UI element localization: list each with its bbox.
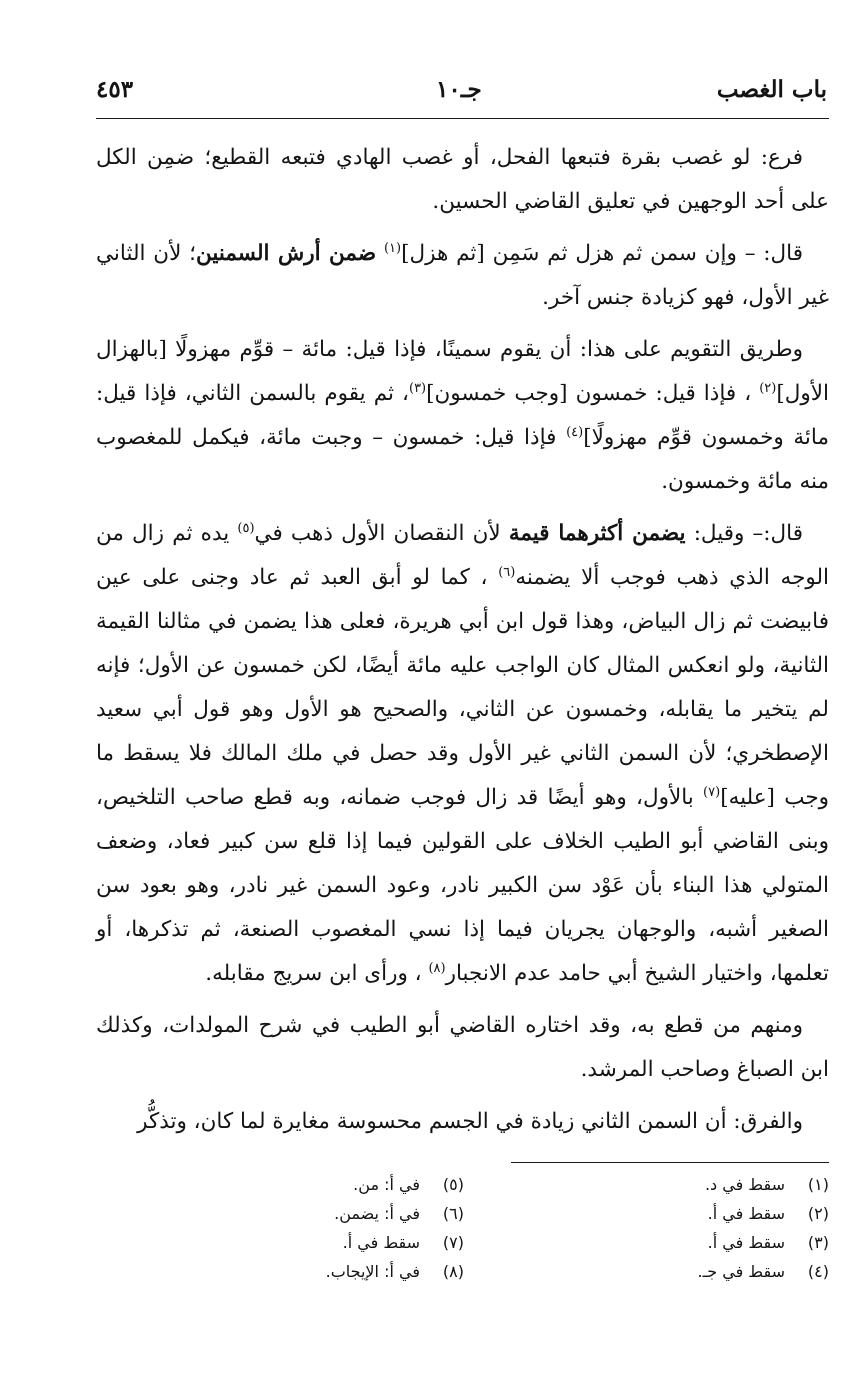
chapter-title: باب الغصب [716, 76, 827, 103]
paragraph [96, 512, 829, 996]
paragraph [96, 1004, 829, 1092]
bold-phrase: يضمن أكثرهما قيمة [508, 521, 686, 546]
text-run: وطريق التقويم على هذا: أن يقوم سمينًا، فإذا قيل: مائة – قوِّم مهزولًا [بالهزال الأول] [96, 337, 829, 406]
footnote-marker: (١) [383, 240, 402, 256]
main-text [96, 136, 829, 1152]
footnote-number: (٢) [807, 1204, 829, 1223]
paragraph [96, 1100, 829, 1144]
text-run: ومنهم من قطع به، وقد اختاره القاضي أبو الطيب في شرح المولدات، وكذلك ابن الصباغ وصاحب المرشد. [96, 1013, 829, 1082]
footnote-number: (٥) [442, 1175, 464, 1194]
text-run: ، فإذا قيل: خمسون [وجب خمسون] [426, 381, 760, 406]
bold-phrase: ضمن أرش السمنين [196, 241, 377, 266]
text-run: قال:– وقيل: [685, 521, 803, 546]
footnote-text: في أ: يضمن. [334, 1204, 420, 1223]
text-run: ، ثم يقوم بالسمن الثاني، فإذا قيل: مائة وخمسون قوِّم مهزولًا] [96, 381, 829, 450]
footnote-item [529, 1228, 829, 1257]
paragraph [96, 136, 829, 224]
footnote-column-left [164, 1170, 464, 1286]
footnote-marker: (٣) [408, 380, 427, 396]
footnote-item [164, 1257, 464, 1286]
footnote-number: (٣) [807, 1233, 829, 1252]
text-run: ، كما لو أبق العبد ثم عاد وجنى على عين فابيضت ثم زال البياض، وهذا قول ابن أبي هريرة، فعلى هذا يضمن في مثالنا القيمة الثانية، ولو انعكس المثال كان الواجب عليه مائة أيضًا، لكن خمسون عن الأول؛ فإنه لم يتخير ما يقابله، وخمسون عن الثاني، والصحيح هو الأول وهو قول أبي سعيد الإصطخري؛ لأن السمن الثاني غير الأول وقد حصل في ملك المالك فلا يسقط ما وجب [عليه] [96, 565, 829, 810]
text-run: يده ثم زال من الوجه الذي ذهب فوجب ألا يضمنه [96, 521, 829, 590]
footnote-number: (٦) [442, 1204, 464, 1223]
footnote-text: سقط في أ. [707, 1204, 785, 1223]
header-divider [96, 118, 829, 119]
footnote-number: (٨) [442, 1262, 464, 1281]
text-run: ؛ لأن الثاني غير الأول، فهو كزيادة جنس آخر. [96, 241, 829, 310]
footnote-text: في أ: الإيجاب. [325, 1262, 420, 1281]
footnote-item [164, 1228, 464, 1257]
text-run: فإذا قيل: خمسون – وجبت مائة، فيكمل للمغصوب منه مائة وخمسون. [96, 425, 829, 494]
footnote-item [164, 1170, 464, 1199]
footnote-item [529, 1257, 829, 1286]
footnote-text: سقط في جـ. [697, 1262, 785, 1281]
page-number: ٤٥٣ [96, 76, 134, 103]
footnote-item [164, 1199, 464, 1228]
footnote-text: سقط في د. [704, 1175, 785, 1194]
footnote-text: سقط في أ. [707, 1233, 785, 1252]
footnote-number: (٧) [442, 1233, 464, 1252]
volume-label: جـ١٠ [436, 76, 482, 103]
footnote-item [529, 1199, 829, 1228]
footnote-column-right [529, 1170, 829, 1286]
footnote-text: في أ: من. [353, 1175, 420, 1194]
footnote-marker: (٦) [498, 564, 516, 580]
paragraph [96, 232, 829, 320]
text-run: والفرق: أن السمن الثاني زيادة في الجسم محسوسة مغايرة لما كان، وتذكُّر [137, 1109, 803, 1134]
footnote-marker: (٢) [759, 380, 777, 396]
footnote-text: سقط في أ. [342, 1233, 420, 1252]
text-run: لأن النقصان الأول ذهب في [254, 521, 509, 546]
footnote-number: (٤) [807, 1262, 829, 1281]
text-run: فرع: لو غصب بقرة فتبعها الفحل، أو غصب الهادي فتبعه القطيع؛ ضمِن الكل على أحد الوجهين في تعليق القاضي الحسين. [96, 145, 829, 214]
footnote-divider [511, 1162, 829, 1163]
text-run: قال: – وإن سمن ثم هزل ثم سَمِن [ثم هزل] [401, 241, 804, 266]
paragraph [96, 328, 829, 504]
footnote-marker: (٧) [703, 784, 721, 800]
text-run: ، ورأى ابن سريج مقابله. [205, 961, 429, 986]
footnote-marker: (٥) [237, 520, 255, 536]
footnote-marker: (٤) [566, 424, 584, 440]
running-header [96, 76, 827, 116]
footnote-number: (١) [807, 1175, 829, 1194]
footnote-item [529, 1170, 829, 1199]
text-run: بالأول، وهو أيضًا قد زال فوجب ضمانه، وبه قطع صاحب التلخيص، وبنى القاضي أبو الطيب الخلاف على القولين فيما إذا قلع سن كبير فعاد، وضعف المتولي هذا البناء بأن عَوْد سن الكبير نادر، وعود السمن غير نادر، وهو بعود سن الصغير أشبه، والوجهان يجريان فيما إذا نسي المغصوب الصنعة، ثم تذكرها، أو تعلمها، واختيار الشيخ أبي حامد عدم الانجبار [96, 785, 829, 986]
footnote-marker: (٨) [428, 960, 446, 976]
text-run [376, 241, 384, 266]
